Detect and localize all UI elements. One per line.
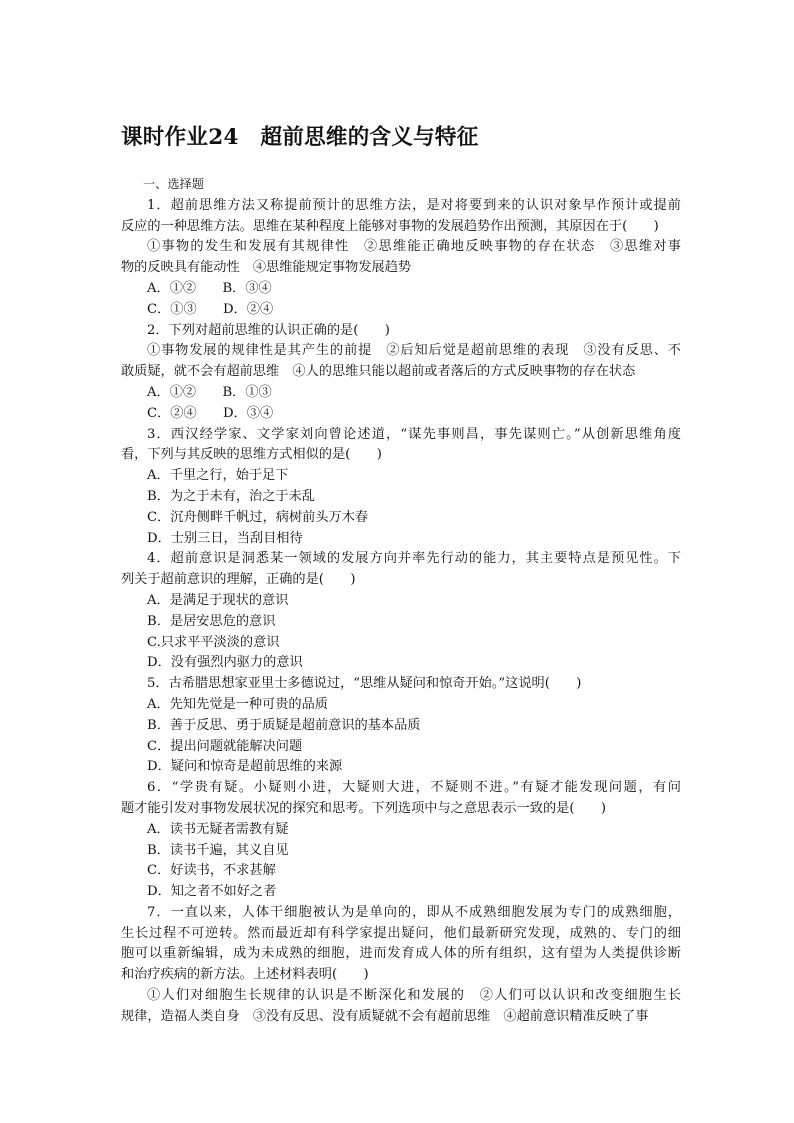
answer-option: A．读书无疑者需教有疑 [147, 821, 289, 837]
question-4 [121, 549, 681, 674]
question-2 [121, 321, 681, 425]
question-stem-line: 题才能引发对事物发展状况的探究和思考。下列选项中与之意思表示一致的是( ) [121, 800, 607, 816]
section-heading: 一、选择题 [143, 177, 204, 191]
question-5 [121, 674, 681, 778]
question-stem-line: 7．一直以来，人体干细胞被认为是单向的，即从不成熟细胞发展为专门的成熟细胞， [147, 904, 681, 920]
question-list [121, 174, 681, 1028]
statement-line: ①事物发展的规律性是其产生的前提 ②后知后觉是超前思维的表现 ③没有反思、不 [147, 343, 681, 359]
question-stem-line: 6．“学贵有疑。小疑则小进，大疑则大进，不疑则不进。”有疑才能发现问题，有问 [147, 780, 681, 796]
answer-option: D．疑问和惊奇是超前思维的来源 [147, 759, 343, 775]
answer-option: B．为之于未有，治之于未乱 [147, 488, 315, 504]
answer-option: A．①② B．①③ [147, 384, 272, 400]
answer-option: D．士别三日，当刮目相待 [147, 530, 303, 546]
answer-option: C．好读书，不求甚解 [147, 863, 276, 879]
question-stem-line: 2．下列对超前思维的认识正确的是( ) [147, 322, 390, 338]
answer-option: C．②④ D．③④ [147, 405, 274, 421]
question-stem-line: 列关于超前意识的理解，正确的是( ) [121, 572, 356, 588]
answer-option: D．知之者不如好之者 [147, 884, 277, 900]
question-stem-line: 3．西汉经学家、文学家刘向曾论述道，“谋先事则昌，事先谋则亡。”从创新思维角度 [147, 426, 681, 442]
answer-option: A．千里之行，始于足下 [147, 468, 289, 484]
statement-line: 物的反映具有能动性 ④思维能规定事物发展趋势 [121, 260, 412, 276]
answer-option: C．①③ D．②④ [147, 301, 274, 317]
page-title: 课时作业24 超前思维的含义与特征 [121, 125, 479, 150]
statement-line: ①事物的发生和发展有其规律性 ②思维能正确地反映事物的存在状态 ③思维对事 [147, 239, 681, 255]
answer-option: D．没有强烈内驱力的意识 [147, 655, 303, 671]
question-stem-line: 看，下列与其反映的思维方式相似的是( ) [121, 447, 382, 463]
answer-option: B．读书千遍，其义自见 [147, 842, 289, 858]
answer-option: A．先知先觉是一种可贵的品质 [147, 696, 328, 712]
question-stem-line: 1．超前思维方法又称提前预计的思维方法，是对将要到来的认识对象早作预计或提前 [147, 197, 681, 213]
statement-line: 规律，造福人类自身 ③没有反思、没有质疑就不会有超前思维 ④超前意识精准反映了事 [121, 1008, 649, 1024]
question-stem-line: 和治疗疾病的新方法。上述材料表明( ) [121, 967, 369, 983]
statement-line: ①人们对细胞生长规律的认识是不断深化和发展的 ②人们可以认识和改变细胞生长 [147, 988, 681, 1004]
question-1 [121, 196, 681, 321]
statement-line: 敢质疑，就不会有超前思维 ④人的思维只能以超前或者落后的方式反映事物的存在状态 [121, 364, 636, 380]
answer-option: A．是满足于现状的意识 [147, 592, 289, 608]
question-stem-line: 胞可以重新编辑，成为未成熟的细胞，进而发育成人体的所有组织，这有望为人类提供诊断 [121, 946, 681, 962]
question-3 [121, 425, 681, 550]
question-stem-line: 5．古希腊思想家亚里士多德说过，“思维从疑问和惊奇开始。”这说明( ) [147, 676, 582, 692]
answer-option: B．善于反思、勇于质疑是超前意识的基本品质 [147, 717, 421, 733]
answer-option: B．是居安思危的意识 [147, 613, 276, 629]
answer-option: A．①② B．③④ [147, 280, 272, 296]
answer-option: C．沉舟侧畔千帆过，病树前头万木春 [147, 509, 369, 525]
answer-option: C．提出问题就能解决问题 [147, 738, 303, 754]
question-stem-line: 生长过程不可逆转。然而最近却有科学家提出疑问，他们最新研究发现，成熟的、专门的细 [121, 925, 681, 941]
answer-option: C.只求平平淡淡的意识 [147, 634, 280, 650]
question-7 [121, 903, 681, 1028]
question-stem-line: 反应的一种思维方法。思维在某种程度上能够对事物的发展趋势作出预测，其原因在于( ) [121, 218, 659, 234]
question-6 [121, 778, 681, 903]
question-stem-line: 4．超前意识是洞悉某一领域的发展方向并率先行动的能力，其主要特点是预见性。下 [147, 551, 681, 567]
